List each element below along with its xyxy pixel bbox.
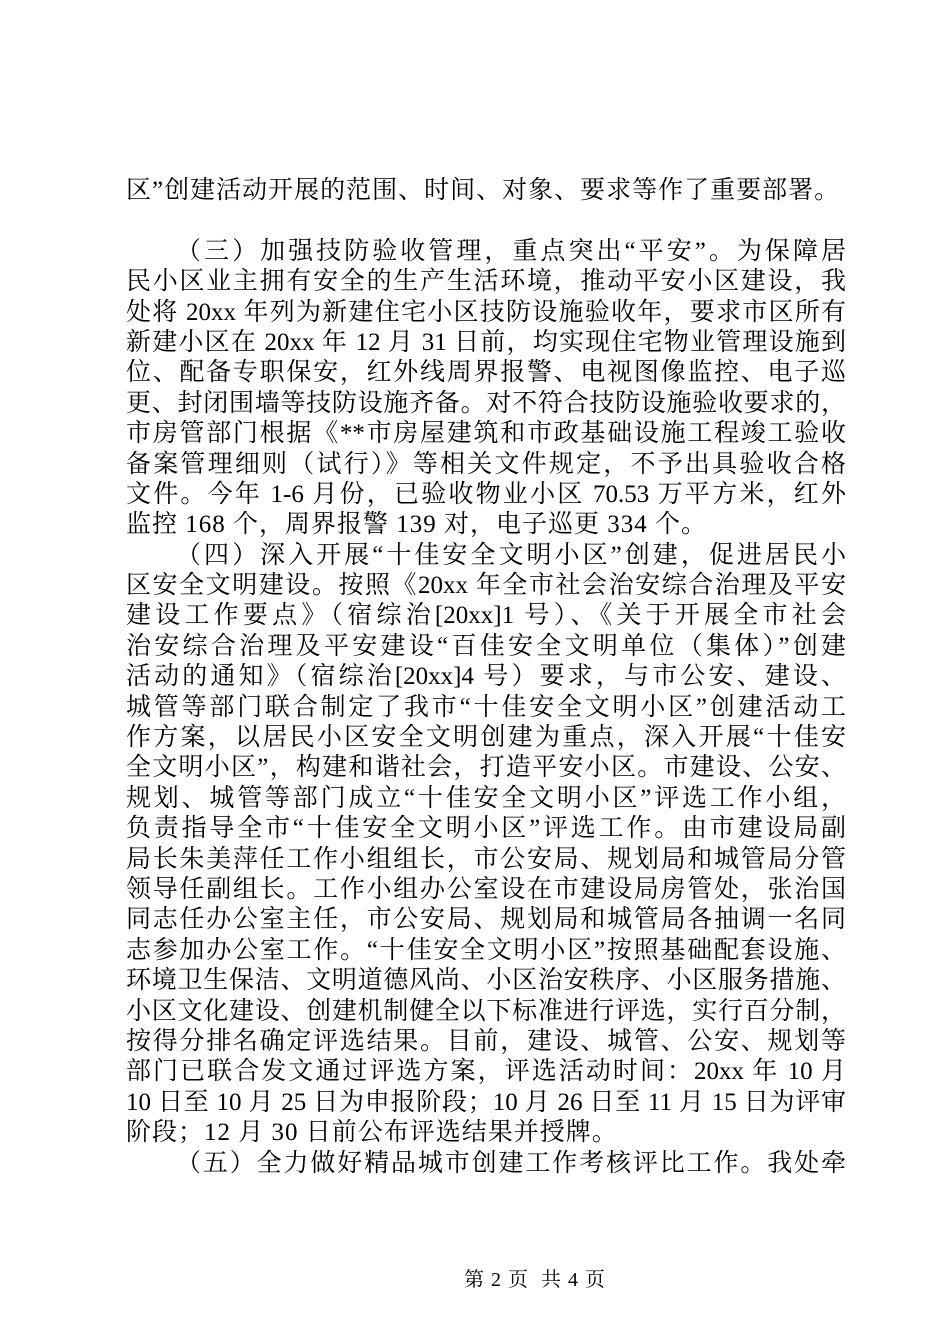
text-line: 处将 20xx 年列为新建住宅小区技防设施验收年，要求市区所有 — [126, 298, 846, 326]
text-line: 区”创建活动开展的范围、时间、对象、要求等作了重要部署。 — [126, 177, 841, 204]
text-line: （四）深入开展“十佳安全文明小区”创建，促进居民小 — [176, 541, 846, 569]
text-line: 小区文化建设、创建机制健全以下标准进行评选，实行百分制， — [126, 997, 846, 1025]
text-line: 负责指导全市“十佳安全文明小区”评选工作。由市建设局副 — [126, 815, 846, 843]
text-line: 局长朱美萍任工作小组组长，市公安局、规划局和城管局分管 — [126, 845, 846, 873]
text-line: 新建小区在 20xx 年 12 月 31 日前，均实现住宅物业管理设施到 — [126, 328, 846, 356]
text-line: 城管等部门联合制定了我市“十佳安全文明小区”创建活动工 — [126, 693, 846, 721]
text-line: 建设工作要点》（宿综治[20xx]1 号）、《关于开展全市社会 — [126, 602, 846, 630]
text-line: 同志任办公室主任，市公安局、规划局和城管局各抽调一名同 — [126, 906, 846, 934]
text-line: 监控 168 个，周界报警 139 对，电子巡更 334 个。 — [126, 511, 708, 539]
page-footer — [440, 1240, 606, 1315]
page-number-label: 第 2 页 共 4 页 — [464, 1269, 606, 1291]
text-line: 民小区业主拥有安全的生产生活环境，推动平安小区建设，我 — [126, 268, 846, 296]
text-line: 志参加办公室工作。“十佳安全文明小区”按照基础配套设施、 — [126, 936, 846, 964]
text-line: 全文明小区”，构建和谐社会，打造平安小区。市建设、公安、 — [126, 754, 846, 782]
text-line: 阶段；12 月 30 日前公布评选结果并授牌。 — [126, 1119, 618, 1147]
text-line: 活动的通知》（宿综治[20xx]4 号）要求，与市公安、建设、 — [126, 663, 846, 691]
text-line: 10 日至 10 月 25 日为申报阶段；10 月 26 日至 11 月 15 日为评审 — [126, 1088, 846, 1116]
text-line: （五）全力做好精品城市创建工作考核评比工作。我处牵 — [176, 1149, 846, 1177]
text-line: 作方案，以居民小区安全文明创建为重点，深入开展“十佳安 — [126, 724, 846, 752]
text-line: 备案管理细则（试行）》等相关文件规定，不予出具验收合格 — [126, 450, 846, 478]
text-line: 更、封闭围墙等技防设施齐备。对不符合技防设施验收要求的， — [126, 389, 846, 417]
text-line: 部门已联合发文通过评选方案，评选活动时间：20xx 年 10 月 — [126, 1058, 846, 1086]
text-line: 环境卫生保洁、文明道德风尚、小区治安秩序、小区服务措施、 — [126, 967, 846, 995]
text-line: （三）加强技防验收管理，重点突出“平安”。为保障居 — [176, 237, 846, 265]
text-line: 位、配备专职保安，红外线周界报警、电视图像监控、电子巡 — [126, 359, 846, 387]
text-line: 文件。今年 1-6 月份，已验收物业小区 70.53 万平方米，红外 — [126, 480, 846, 508]
text-line: 规划、城管等部门成立“十佳安全文明小区”评选工作小组， — [126, 784, 846, 812]
document-body — [126, 176, 846, 1179]
blank-line — [126, 206, 846, 236]
text-line: 按得分排名确定评选结果。目前，建设、城管、公安、规划等 — [126, 1027, 846, 1055]
text-line: 治安综合治理及平安建设“百佳安全文明单位（集体）”创建 — [126, 632, 846, 660]
text-line: 领导任副组长。工作小组办公室设在市建设局房管处，张治国 — [126, 875, 846, 903]
text-line: 区安全文明建设。按照《20xx 年全市社会治安综合治理及平安 — [126, 572, 846, 600]
text-line: 市房管部门根据《**市房屋建筑和市政基础设施工程竣工验收 — [126, 420, 846, 448]
